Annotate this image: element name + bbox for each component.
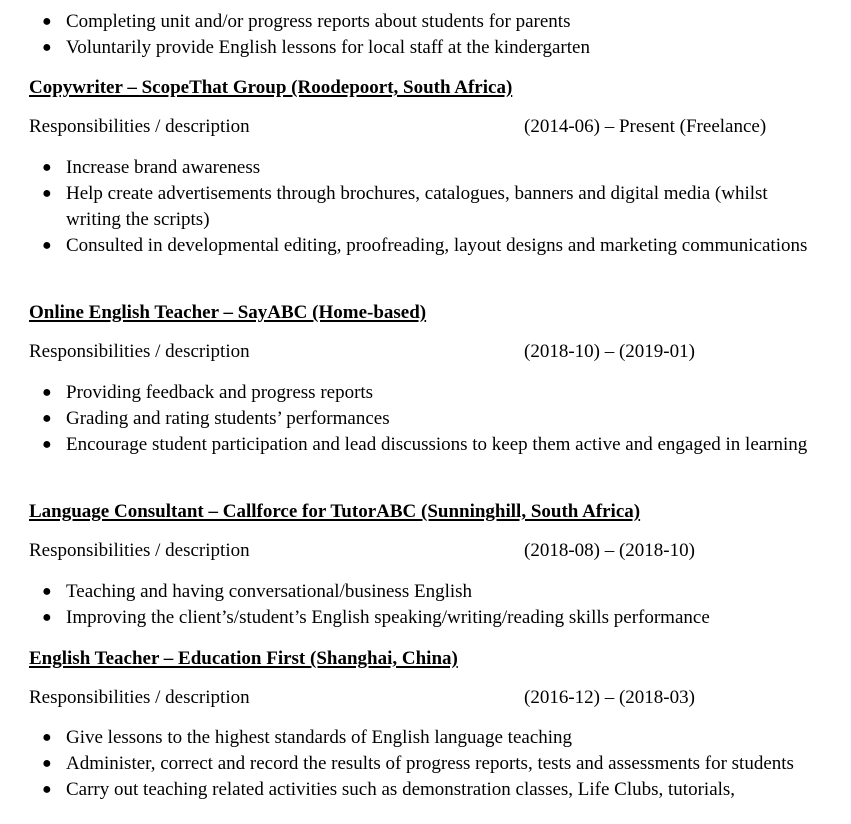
bullet-icon: ● (42, 436, 52, 453)
bullet-icon: ● (42, 410, 52, 427)
list-item (0, 777, 851, 803)
job-bullets (0, 380, 851, 458)
job-bullets (0, 725, 851, 803)
bullet-text: Encourage student participation and lead discussions to keep them active and engaged in learning (66, 434, 808, 455)
job-period: (2018-10) – (2019-01) (524, 341, 695, 362)
responsibilities-row (0, 114, 851, 140)
list-item (0, 233, 851, 259)
bullet-text: Carry out teaching related activities such as demonstration classes, Life Clubs, tutorials, (66, 779, 736, 800)
responsibilities-label: Responsibilities / description (29, 116, 250, 137)
bullet-icon: ● (42, 609, 52, 626)
bullet-text: Voluntarily provide English lessons for local staff at the kindergarten (66, 37, 590, 58)
bullet-icon: ● (42, 159, 52, 176)
responsibilities-row (0, 685, 851, 711)
list-item (0, 406, 851, 432)
bullet-icon: ● (42, 755, 52, 772)
responsibilities-row (0, 339, 851, 365)
list-item (0, 155, 851, 181)
bullet-text: Help create advertisements through brochures, catalogues, banners and digital media (whilst writing the scripts) (66, 183, 768, 230)
list-item (0, 751, 851, 777)
bullet-text: Improving the client’s/student’s English speaking/writing/reading skills performance (66, 607, 710, 628)
bullet-text: Grading and rating students’ performances (66, 408, 390, 429)
bullet-text: Completing unit and/or progress reports about students for parents (66, 11, 571, 32)
bullet-icon: ● (42, 729, 52, 746)
job-bullets (0, 579, 851, 631)
bullet-icon: ● (42, 39, 52, 56)
bullet-icon: ● (42, 384, 52, 401)
bullet-text: Administer, correct and record the results of progress reports, tests and assessments for students (66, 753, 794, 774)
job-period: (2016-12) – (2018-03) (524, 687, 695, 708)
job-title: Online English Teacher – SayABC (Home-based) (29, 302, 427, 323)
bullet-icon: ● (42, 781, 52, 798)
job-period: (2014-06) – Present (Freelance) (524, 116, 767, 137)
responsibilities-label: Responsibilities / description (29, 687, 250, 708)
job-title: Language Consultant – Callforce for TutorABC (Sunninghill, South Africa) (29, 501, 641, 522)
list-item (0, 9, 851, 35)
list-item (0, 432, 851, 458)
list-item (0, 380, 851, 406)
bullet-text: Increase brand awareness (66, 157, 261, 178)
bullet-icon: ● (42, 583, 52, 600)
bullet-text: Give lessons to the highest standards of English language teaching (66, 727, 573, 748)
job-title: English Teacher – Education First (Shanghai, China) (29, 648, 458, 669)
intro-section (0, 9, 851, 61)
list-item (0, 579, 851, 605)
list-item (0, 605, 851, 631)
list-item (0, 35, 851, 61)
intro-bullet-list (0, 9, 851, 61)
list-item (0, 725, 851, 751)
job-title: Copywriter – ScopeThat Group (Roodepoort, South Africa) (29, 77, 513, 98)
job-period: (2018-08) – (2018-10) (524, 540, 695, 561)
bullet-icon: ● (42, 13, 52, 30)
responsibilities-row (0, 538, 851, 564)
responsibilities-label: Responsibilities / description (29, 341, 250, 362)
job-bullets (0, 155, 851, 259)
bullet-text: Teaching and having conversational/business English (66, 581, 473, 602)
bullet-icon: ● (42, 237, 52, 254)
list-item (0, 181, 851, 233)
bullet-text: Consulted in developmental editing, proofreading, layout designs and marketing communications (66, 235, 808, 256)
bullet-text: Providing feedback and progress reports (66, 382, 374, 403)
bullet-icon: ● (42, 185, 52, 202)
responsibilities-label: Responsibilities / description (29, 540, 250, 561)
